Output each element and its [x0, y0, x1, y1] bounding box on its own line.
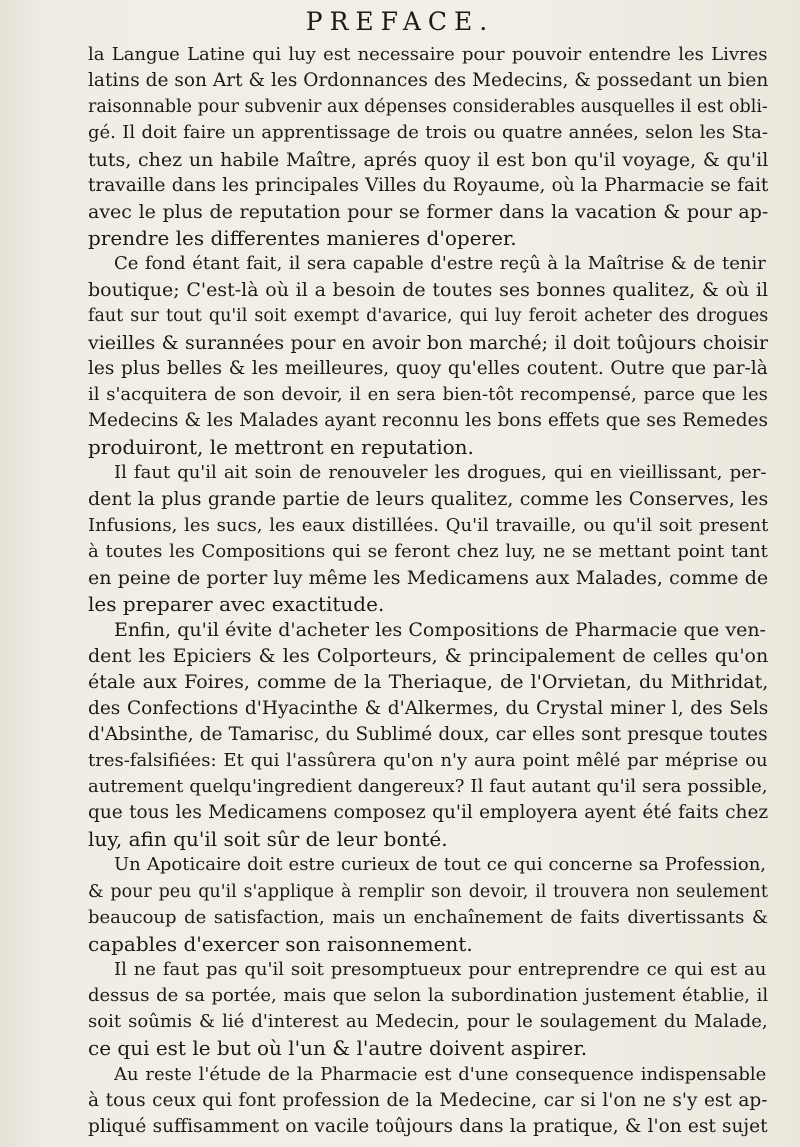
text-line: Il faut qu'il ait soin de renouveler les drogues, qui en vieillissant, per- [114, 462, 766, 483]
text-line: à tous ceux qui font profession de la Medecine, car si l'on ne s'y est ap- [88, 1090, 768, 1111]
text-line: ce qui est le but où l'un & l'autre doivent aspirer. [88, 1036, 588, 1060]
text-line: à toutes les Compositions qui se feront chez luy, ne se mettant point tant [88, 541, 768, 562]
text-line: Infusions, les sucs, les eaux distillées. Qu'il travaille, ou qu'il soit present [88, 515, 768, 536]
text-line: vieilles & surannées pour en avoir bon marché; il doit toûjours choisir [88, 332, 768, 354]
text-line: gé. Il doit faire un apprentissage de trois ou quatre années, selon les Sta- [88, 122, 768, 143]
text-line: dent la plus grande partie de leurs qualitez, comme les Conserves, les [88, 488, 768, 510]
text-line: faut sur tout qu'il soit exempt d'avarice, qui luy feroit acheter des drogues [88, 306, 768, 326]
text-line: Il ne faut pas qu'il soit presomptueux pour entreprendre ce qui est au [114, 959, 766, 980]
text-line: & pour peu qu'il s'applique à remplir son devoir, il trouvera non seulement [88, 882, 768, 902]
text-line: des Confections d'Hyacinthe & d'Alkermes, du Crystal miner l, des Sels [88, 698, 768, 719]
running-head: PREFACE. [305, 7, 495, 36]
text-line: latins de son Art & les Ordonnances des Medecins, & possedant un bien [88, 70, 768, 91]
text-line: Un Apoticaire doit estre curieux de tout ce qui concerne sa Profession, [114, 854, 766, 875]
text-line: avec le plus de reputation pour se former dans la vacation & pour ap- [88, 201, 768, 223]
text-line: boutique; C'est-là où il a besoin de toutes ses bonnes qualitez, & où il [88, 279, 768, 301]
text-line: les plus belles & les meilleures, quoy qu'elles coutent. Outre que par-là [88, 358, 768, 379]
text-line: il s'acquitera de son devoir, il en sera bien-tôt recompensé, parce que les [88, 384, 768, 405]
text-line: luy, afin qu'il soit sûr de leur bonté. [88, 827, 448, 851]
text-line: raisonnable pour subvenir aux dépenses considerables ausquelles il est obli- [88, 97, 768, 117]
text-line: Enfin, qu'il évite d'acheter les Compositions de Pharmacie que ven- [114, 619, 766, 641]
text-line: dessus de sa portée, mais que selon la subordination justement établie, il [88, 985, 768, 1006]
text-line: en peine de porter luy même les Medicamens aux Malades, comme de [88, 567, 768, 589]
text-line: produiront, le mettront en reputation. [88, 435, 474, 459]
text-line: la Langue Latine qui luy est necessaire pour pouvoir entendre les Livres [88, 44, 768, 65]
text-line: les preparer avec exactitude. [88, 592, 385, 616]
text-line: soit soûmis & lié d'interest au Medecin, pour le soulagement du Malade, [88, 1011, 768, 1032]
text-line: étale aux Foires, comme de la Theriaque, de l'Orvietan, du Mithridat, [88, 671, 768, 693]
text-line: tuts, chez un habile Maître, aprés quoy il est bon qu'il voyage, & qu'il [88, 149, 768, 171]
text-line: d'Absinthe, de Tamarisc, du Sublimé doux, car elles sont presque toutes [88, 724, 768, 745]
text-line: dent les Epiciers & les Colporteurs, & principalement de celles qu'on [88, 645, 768, 667]
text-line: tres-falsifiées: Et qui l'assûrera qu'on n'y aura point mêlé par méprise ou [88, 750, 768, 771]
text-line: Ce fond étant fait, il sera capable d'estre reçû à la Maîtrise & de tenir [114, 253, 766, 274]
text-line: autrement quelqu'ingredient dangereux? Il faut autant qu'il sera possible, [88, 776, 768, 797]
text-line: prendre les differentes manieres d'operer. [88, 226, 517, 250]
text-line: Au reste l'étude de la Pharmacie est d'une consequence indispensable [114, 1064, 766, 1085]
text-line: pliqué suffisamment on vacile toûjours dans la pratique, & l'on est sujet [88, 1116, 768, 1137]
text-line: que tous les Medicamens composez qu'il employera ayent été faits chez [88, 802, 768, 823]
text-line: travaille dans les principales Villes du Royaume, où la Pharmacie se fait [88, 175, 768, 196]
text-line: Medecins & les Malades ayant reconnu les bons effets que ses Remedes [88, 410, 768, 431]
text-line: capables d'exercer son raisonnement. [88, 932, 473, 956]
text-line: beaucoup de satisfaction, mais un enchaînement de faits divertissants & [88, 907, 768, 928]
